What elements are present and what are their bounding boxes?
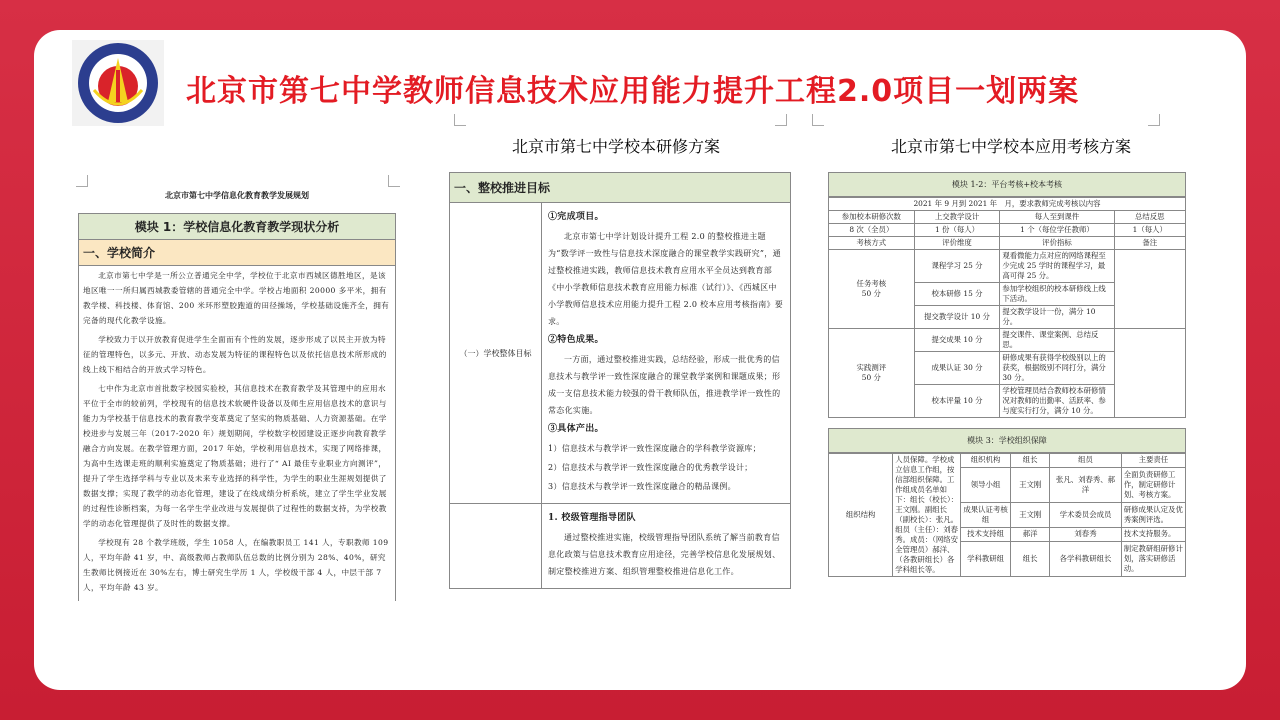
table-cell: 提交教学设计一份，满分 10 分。 <box>1000 306 1114 329</box>
table-cell: 研修成果认定及优秀案例评选。 <box>1121 503 1185 528</box>
output-item: 2）信息技术与教学评一致性深度融合的优秀教学设计； <box>548 463 753 472</box>
org-label-cell: 组织结构 <box>829 454 893 577</box>
development-plan-document <box>78 190 396 620</box>
module3-title: 模块 3：学校组织保障 <box>828 428 1186 453</box>
crop-mark <box>1148 114 1160 126</box>
slide-title: 北京市第七中学教师信息技术应用能力提升工程2.0项目一划两案 <box>186 74 1080 109</box>
table-cell: 王文刚 <box>1011 467 1050 502</box>
table-cell: 全面负责研修工作，制定研修计划、考核方案。 <box>1121 467 1185 502</box>
table-cell: 提交教学设计 10 分 <box>914 306 1000 329</box>
table-cell: 王文刚 <box>1011 503 1050 528</box>
table-cell: 1 份（每人） <box>914 224 1000 237</box>
table-cell: 刘春秀 <box>1050 527 1121 541</box>
table-cell: 张凡、刘春秀、郝洋 <box>1050 467 1121 502</box>
table-cell: 制定教研组研修计划，落实研修活动。 <box>1121 541 1185 576</box>
table-cell: 校本评量 10 分 <box>914 385 1000 418</box>
table-cell: 课程学习 25 分 <box>914 250 1000 283</box>
output-item: 1）信息技术与教学评一致性深度融合的学科教学资源库； <box>548 444 761 453</box>
crop-mark <box>76 175 88 187</box>
goal-item-title: ②特色成果。 <box>548 335 604 345</box>
column-header: 评价指标 <box>1000 237 1114 250</box>
table-cell: 上交教学设计 <box>914 211 1000 224</box>
column-header: 组织机构 <box>961 454 1011 468</box>
column-header: 备注 <box>1114 237 1185 250</box>
crop-mark <box>388 175 400 187</box>
crop-mark <box>812 114 824 126</box>
plan-title: 北京市第七中学信息化教育教学发展规划 <box>165 190 309 200</box>
table-cell: 郝洋 <box>1011 527 1050 541</box>
table-cell: 学校管理员结合教师校本研修情况对教师的出勤率、活跃率、参与度实行打分，满分 10 分。 <box>1000 385 1114 418</box>
crop-mark <box>454 114 466 126</box>
column-header: 组员 <box>1050 454 1121 468</box>
goal-item-title: ①完成项目。 <box>548 212 604 222</box>
table-cell: 技术支持组 <box>961 527 1011 541</box>
module-title: 模块 1：学校信息化教育教学现状分析 <box>78 213 396 240</box>
eval-category-cell: 实践测评 50 分 <box>829 329 915 418</box>
table-cell: 组长 <box>1011 541 1050 576</box>
intro-paragraph: 学校致力于以开放教育促进学生全面而有个性的发展，逐步形成了以民主开放为特征的管理特色，以多元、开放、动态发展为特征的课程特色以及依托信息技术所形成的线上线下相结合的开放式学习特色。 <box>83 335 387 374</box>
goal-item-title: ③具体产出。 <box>548 424 604 434</box>
task-category-cell: 任务考核 50 分 <box>829 250 915 329</box>
training-plan-heading: 北京市第七中学校本研修方案 <box>512 137 721 156</box>
intro-paragraph: 七中作为北京市首批数字校园实验校，其信息技术在教育教学及其管理中的应用水平位于全市的较前列，学校现有的信息技术软硬件设备以及师生应用信息技术的意识与能力为学校基于信息技术的教育教学变革奠定了坚实的物质基础、人力资源基础。在学校进步与发展三年（2017-2020 年）规划期间，学校数字校园建设正逐步向教育教学融合方向发展。在教学管理方面，2017 年始，学校利用信息技术，实现了网络排课，为高中生选课走班的顺利实施奠定了物质基础；进行了“ AI 最佳专业职业方向测评”，提升了学生选择学科与专业以及未来专业选择的科学性，为学生的职业生涯规划提供了数据支撑；实现了教学的动态化管理，建设了在线成绩分析系统，建立了学生学业发展的过程性诊断档案，为每一名学生学业改进与发展提供了过程性的数据支持，为学校教学的动态化管理提供了及时性的数据支撑。 <box>83 384 387 528</box>
table-cell: 参加学校组织的校本研修线上线下活动。 <box>1000 283 1114 306</box>
assessment-plan-document <box>828 172 1186 632</box>
team-text: 通过整校推进实施，校级管理指导团队系统了解当前教育信息化政策与信息技术教育应用途径，完善学校信息化发展规划、制定整校推进方案、组织管理整校推进信息化工作。 <box>548 533 781 576</box>
section-title: 一、学校简介 <box>78 240 396 266</box>
table-cell: 参加校本研修次数 <box>829 211 915 224</box>
intro-paragraph: 北京市第七中学是一所公立普通完全中学，学校位于北京市西城区德胜地区，是该地区唯一一所归属西城教委管辖的普通完全中学。学校占地面积 20000 多平米，拥有教学楼、科技楼、体育馆、200 米环形塑胶跑道的田径操场，学校基础设施齐全，拥有完备的现代化教学设施。 <box>83 271 390 325</box>
table-cell: 领导小组 <box>961 467 1011 502</box>
table-cell: 校本研修 15 分 <box>914 283 1000 306</box>
column-header: 评价维度 <box>914 237 1000 250</box>
team-row <box>449 504 791 589</box>
team-title: 1. 校级管理指导团队 <box>548 513 636 523</box>
module12-title: 模块 1-2：平台考核+校本考核 <box>828 172 1186 197</box>
column-header: 考核方式 <box>829 237 915 250</box>
crop-mark <box>775 114 787 126</box>
table-cell: 成果认证 30 分 <box>914 352 1000 385</box>
goal-item-text: 北京市第七中学计划设计提升工程 2.0 的整校推进主题为“数学评一致性与信息技术深度融合的课堂教学实践研究”，通过整校推进实践，教师信息技术教育应用水平全员达到教育部《中小学教师信息技术教育应用能力标准（试行）》、《西城区中小学教师信息技术应用能力提升工程 2.0 校本应用考核指南》要求。 <box>548 232 784 326</box>
table-cell: 学术委员会成员 <box>1050 503 1121 528</box>
training-plan-document <box>449 172 791 622</box>
column-header: 组长 <box>1011 454 1050 468</box>
intro-paragraph: 学校现有 28 个教学班级，学生 1058 人，在编教职员工 141 人，专职教师 109 人，平均年龄 41 岁，中、高级教师占教师队伍总数的比例分别为 28%、40%，研究生教师比例接近在 30%左右，博士研究生学历 1 人，学校级干部 4 人，中层干部 7 人，平均年龄 43 岁。 <box>83 538 389 592</box>
table-cell: 学科教研组 <box>961 541 1011 576</box>
table-cell: 8 次（全员） <box>829 224 915 237</box>
table-cell: 每人至到课件 <box>1000 211 1114 224</box>
school-logo <box>72 40 164 126</box>
table-cell: 研修成果有获得学校级别以上的获奖，根据级别不同打分，满分 30 分。 <box>1000 352 1114 385</box>
goals-header: 一、整校推进目标 <box>449 172 791 203</box>
table-cell: 成果认证考核组 <box>961 503 1011 528</box>
table-cell: 观看微能力点对应的网络课程至少完成 25 学时的课程学习，最高可得 25 分。 <box>1000 250 1114 283</box>
column-header: 主要责任 <box>1121 454 1185 468</box>
table-cell: 1（每人） <box>1114 224 1185 237</box>
overall-goal-label: （一）学校整体目标 <box>450 203 542 503</box>
table-cell: 提交课件、课堂案例、总结反思。 <box>1000 329 1114 352</box>
table-cell: 各学科教研组长 <box>1050 541 1121 576</box>
assessment-plan-heading: 北京市第七中学校本应用考核方案 <box>891 137 1132 156</box>
goal-item-text: 一方面，通过整校推进实践，总结经验，形成一批优秀的信息技术与教学评一致性深度融合的课堂教学案例和课题成果；形成一支信息技术能力较强的骨干教师队伍，推进教学评一致性的常态化实施。 <box>548 355 781 415</box>
output-item: 3）信息技术与教学评一致性深度融合的精品课例。 <box>548 482 736 491</box>
assessment-table <box>828 197 1186 418</box>
table-cell: 总结反思 <box>1114 211 1185 224</box>
table-cell: 技术支持服务。 <box>1121 527 1185 541</box>
school-intro-text <box>78 266 396 601</box>
org-description: 人员保障。学校成立信息工作组，按信部组织保障。工作组成员名单如下：组长（校长）：王文刚。副组长（副校长）：张凡。组员（主任）：刘春秀。成员：（网络安全管理员）郝洋、（各教研组长）各学科组长等。 <box>893 454 961 577</box>
organization-table <box>828 453 1186 577</box>
table-cell: 提交成果 10 分 <box>914 329 1000 352</box>
table-cell: 1 个（每位学任教师） <box>1000 224 1114 237</box>
period-cell: 2021 年 9 月到 2021 年 月，要求教师完成考核以内容 <box>829 198 1186 211</box>
overall-goal-row <box>449 203 791 504</box>
